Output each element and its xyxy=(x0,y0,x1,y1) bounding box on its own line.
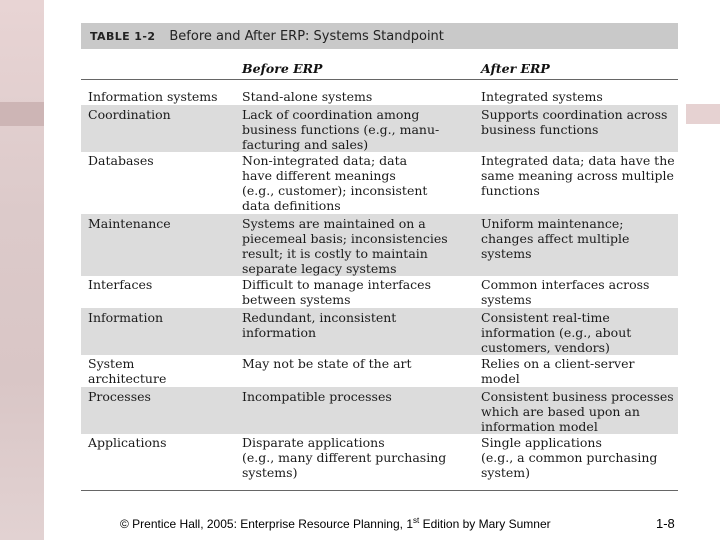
row-before-cell: Redundant, inconsistent information xyxy=(242,310,397,340)
table-row xyxy=(81,105,678,152)
header-rule xyxy=(81,79,678,80)
row-after-cell: Single applications (e.g., a common purchasing system) xyxy=(481,435,658,480)
page-number: 1-8 xyxy=(656,516,675,531)
table-row xyxy=(81,387,678,434)
table-caption-bar xyxy=(81,23,678,49)
left-decorative-band xyxy=(0,0,44,540)
row-before-cell: Incompatible processes xyxy=(242,389,392,404)
row-category-cell: Applications xyxy=(88,435,167,450)
row-before-cell: Lack of coordination among business functions (e.g., manu- facturing and sales) xyxy=(242,107,440,152)
copyright-credit: © Prentice Hall, 2005: Enterprise Resource Planning, 1st Edition by Mary Sumner xyxy=(120,516,551,531)
table-row xyxy=(81,214,678,276)
row-category-cell: Databases xyxy=(88,153,154,168)
bottom-rule xyxy=(81,490,678,491)
row-after-cell: Uniform maintenance; changes affect multiple systems xyxy=(481,216,630,261)
table-label: TABLE 1-2 xyxy=(90,29,156,43)
row-category-cell: Maintenance xyxy=(88,216,171,231)
table-row xyxy=(81,355,678,387)
table-row xyxy=(81,276,678,308)
row-before-cell: Systems are maintained on a piecemeal basis; inconsistencies result; it is costly to maintain separate legacy systems xyxy=(242,216,448,276)
slide-footer xyxy=(0,516,720,532)
row-before-cell: Stand-alone systems xyxy=(242,89,373,104)
row-before-cell: Difficult to manage interfaces between systems xyxy=(242,277,431,307)
table-row xyxy=(81,152,678,214)
table-title: Before and After ERP: Systems Standpoint xyxy=(169,28,444,44)
right-accent-stripe xyxy=(686,104,720,124)
row-category-cell: Processes xyxy=(88,389,151,404)
column-header-before: Before ERP xyxy=(242,61,323,76)
table-row xyxy=(81,434,678,490)
row-category-cell: System architecture xyxy=(88,356,167,386)
row-after-cell: Common interfaces across systems xyxy=(481,277,650,307)
row-after-cell: Integrated data; data have the same meaning across multiple functions xyxy=(481,153,675,198)
table-row xyxy=(81,88,678,105)
column-header-after: After ERP xyxy=(481,61,550,76)
table-row xyxy=(81,308,678,355)
row-category-cell: Interfaces xyxy=(88,277,153,292)
row-after-cell: Consistent real-time information (e.g., about customers, vendors) xyxy=(481,310,632,355)
row-category-cell: Information systems xyxy=(88,89,218,104)
row-after-cell: Relies on a client-server model xyxy=(481,356,635,386)
row-before-cell: Non-integrated data; data have different meanings (e.g., customer); inconsistent data definitions xyxy=(242,153,428,213)
row-category-cell: Information xyxy=(88,310,164,325)
row-before-cell: Disparate applications (e.g., many different purchasing systems) xyxy=(242,435,447,480)
row-category-cell: Coordination xyxy=(88,107,171,122)
row-after-cell: Supports coordination across business functions xyxy=(481,107,668,137)
row-after-cell: Integrated systems xyxy=(481,89,603,104)
row-before-cell: May not be state of the art xyxy=(242,356,412,371)
row-after-cell: Consistent business processes which are based upon an information model xyxy=(481,389,674,434)
left-accent-stripe xyxy=(0,102,44,126)
